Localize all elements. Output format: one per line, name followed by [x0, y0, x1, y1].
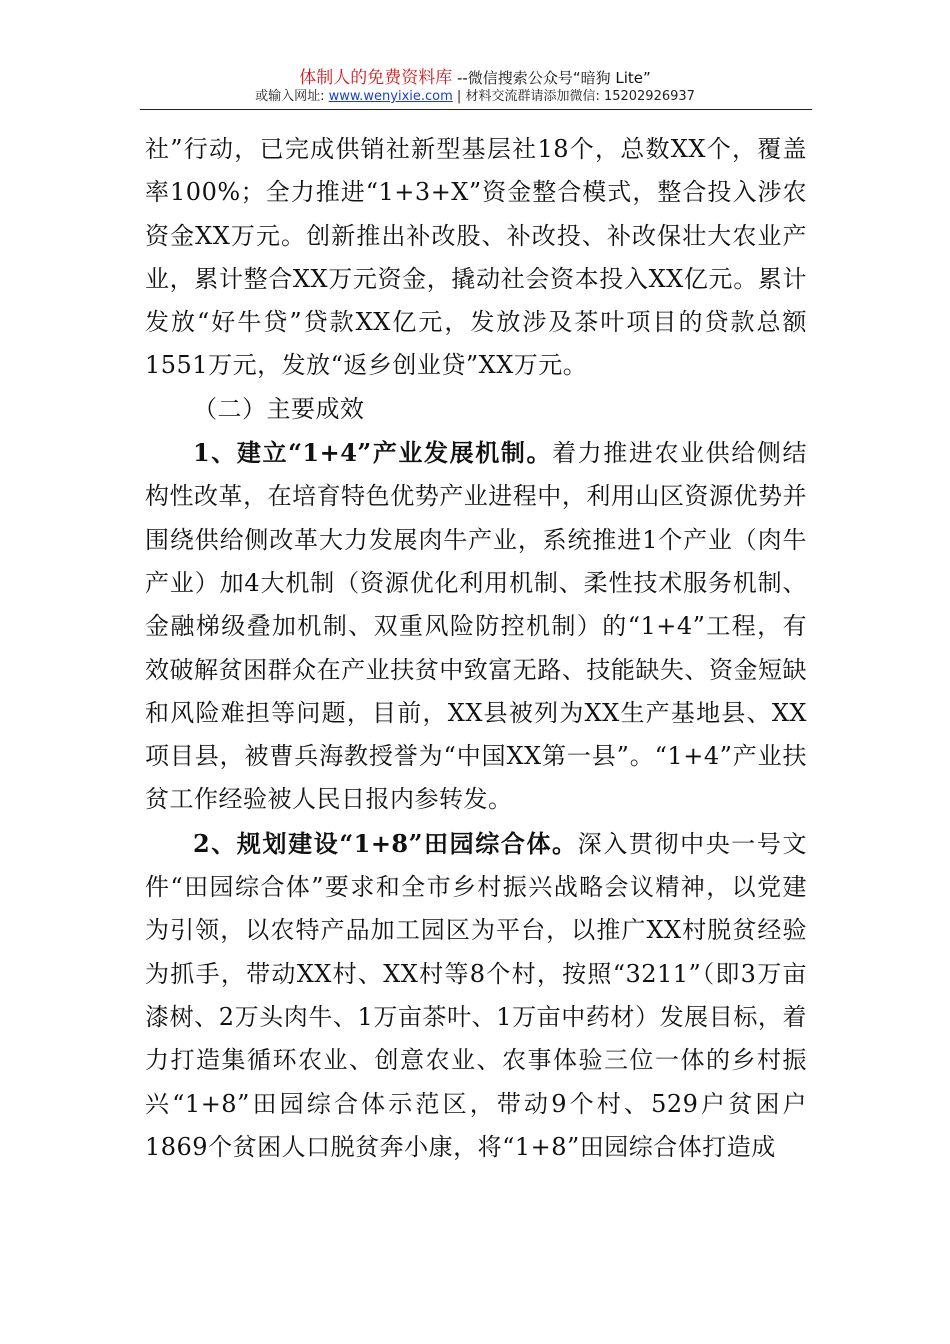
brand-name: 体制人的免费资料库	[299, 68, 453, 88]
item-1-title: 1、建立“1+4”产业发展机制。	[193, 438, 553, 468]
item-1-body: 着力推进农业供给侧结构性改革，在培育特色优势产业进程中，利用山区资源优势并围绕供给侧改革大力发展肉牛产业，系统推进1个产业（肉牛产业）加4大机制（资源优化利用机制、柔性技术服务机制、金融梯级叠加机制、双重风险防控机制）的“1+4”工程，有效破解贫困群众在产业扶贫中致富无路、技能缺失、资金短缺和风险难担等问题，目前，XX县被列为XX生产基地县、XX项目县，被曹兵海教授誉为“中国XX第一县”。“1+4”产业扶贫工作经验被人民日报内参转发。	[145, 439, 807, 814]
page-header	[0, 68, 950, 106]
header-divider	[140, 109, 812, 110]
header-line-2	[0, 88, 950, 106]
header-line-1	[0, 68, 950, 88]
section-heading: （二）主要成效	[193, 394, 365, 423]
header-tagline: --微信搜索公众号“暗狗 Lite”	[452, 69, 651, 87]
site-link[interactable]: www.wenyixie.com	[328, 89, 453, 104]
item-1-paragraph	[145, 431, 807, 822]
contact-info: | 材料交流群请添加微信: 15202926937	[452, 89, 695, 104]
site-prefix: 或输入网址:	[255, 89, 329, 104]
item-2-paragraph	[145, 822, 807, 1169]
document-body	[145, 128, 807, 1169]
intro-paragraph: 社”行动，已完成供销社新型基层社18个，总数XX个，覆盖率100%；全力推进“1+3+X”资金整合模式，整合投入涉农资金XX万元。创新推出补改股、补改投、补改保壮大农业产业，累计整合XX万元资金，撬动社会资本投入XX亿元。累计发放“好牛贷”贷款XX亿元，发放涉及茶叶项目的贷款总额1551万元，发放“返乡创业贷”XX万元。	[145, 135, 807, 380]
item-2-body: 深入贯彻中央一号文件“田园综合体”要求和全市乡村振兴战略会议精神，以党建为引领，以农特产品加工园区为平台，以推广XX村脱贫经验为抓手，带动XX村、XX村等8个村，按照“3211”（即3万亩漆树、2万头肉牛、1万亩茶叶、1万亩中药材）发展目标，着力打造集循环农业、创意农业、农事体验三位一体的乡村振兴“1+8”田园综合体示范区，带动9个村、529户贫困户1869个贫困人口脱贫奔小康，将“1+8”田园综合体打造成	[145, 829, 807, 1161]
item-2-title: 2、规划建设“1+8”田园综合体。	[193, 828, 578, 858]
